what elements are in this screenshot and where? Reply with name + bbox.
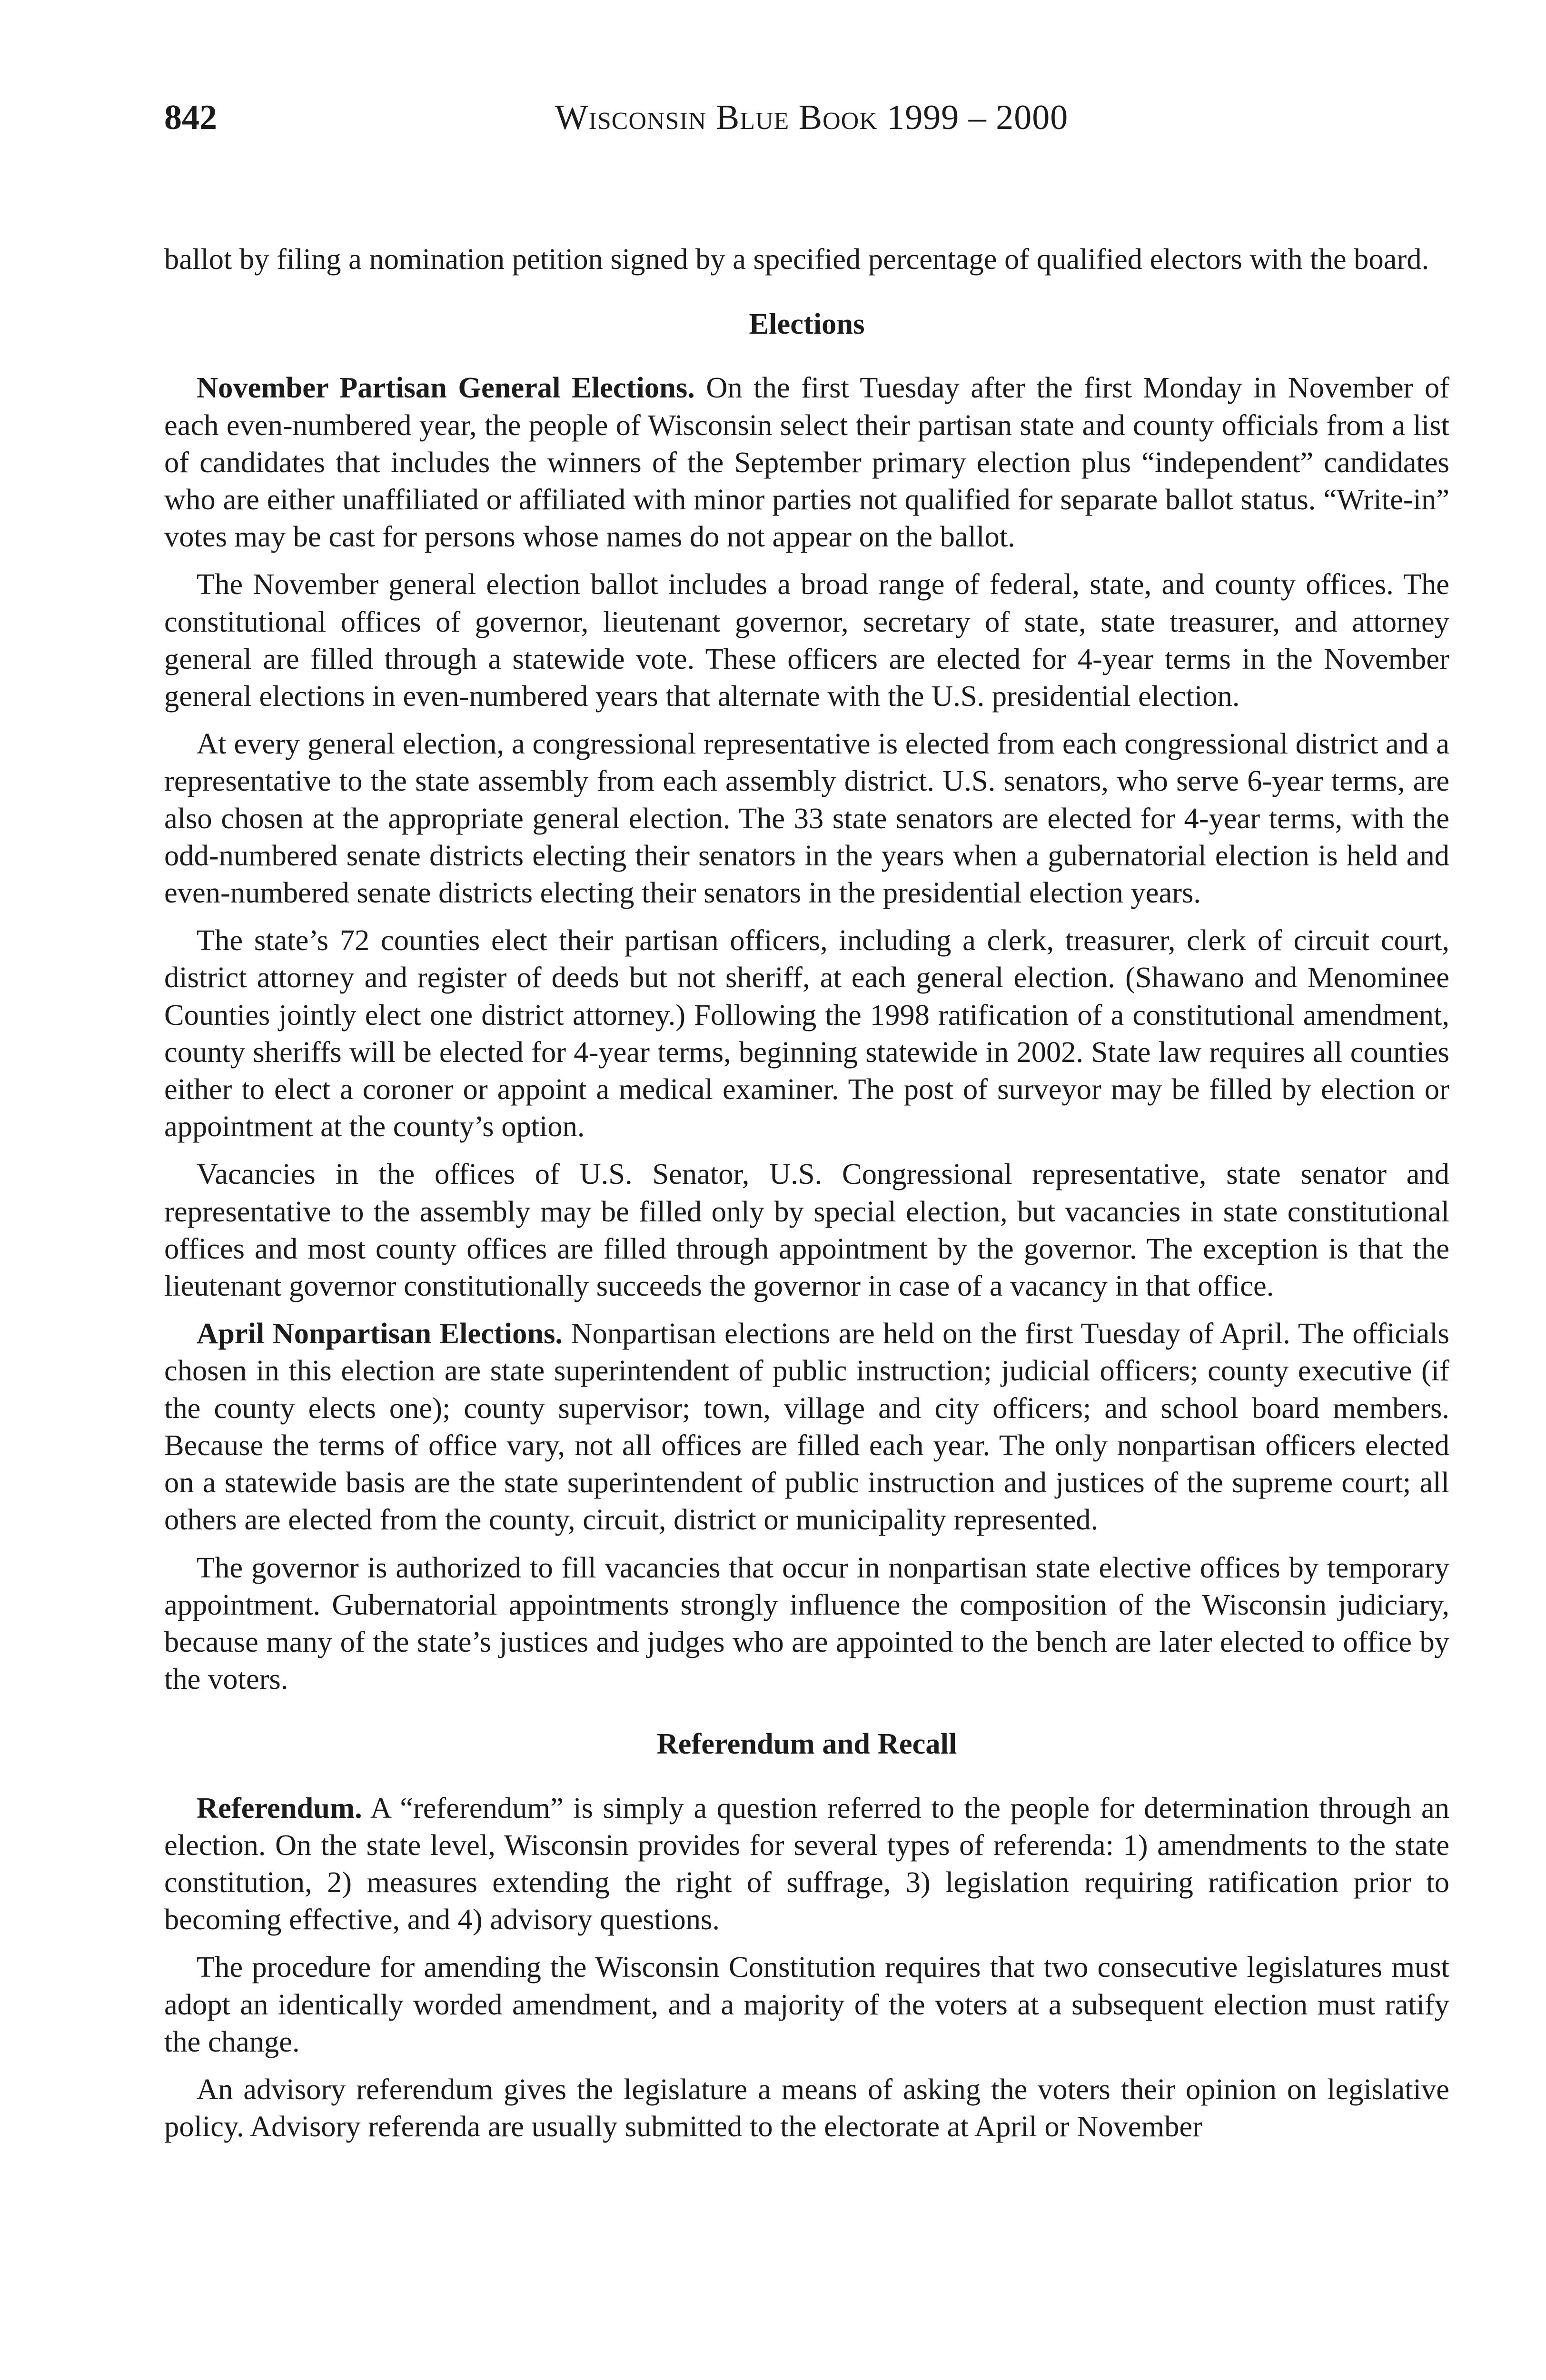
paragraph-november-elections xyxy=(164,369,1449,555)
paragraph-text: A “referendum” is simply a question referred to the people for determination through an election. On the state level, Wisconsin provides for several types of referenda: 1) amendments to the state constitution, 2) measures extending the right of suffrage, 3) legislation requiring ratification prior to becoming effective, and 4) advisory questions. xyxy=(164,1791,1449,1936)
paragraph: The procedure for amending the Wisconsin Constitution requires that two consecutive legislatures must adopt an identically worded amendment, and a majority of the voters at a subsequent election must ratify the change. xyxy=(164,1950,1449,2058)
section-heading-referendum-recall: Referendum and Recall xyxy=(656,1727,957,1761)
paragraph-referendum xyxy=(164,1789,1449,1938)
running-title: Wisconsin Blue Book 1999 – 2000 xyxy=(555,98,1069,137)
page-number: 842 xyxy=(164,98,217,137)
running-header xyxy=(164,98,1459,155)
paragraph: An advisory referendum gives the legislature a means of asking the voters their opinion on legislative policy. Advisory referenda are usually submitted to the electorate at April or November xyxy=(164,2072,1449,2143)
body-text xyxy=(164,240,1449,2155)
paragraph: The governor is authorized to fill vacancies that occur in nonpartisan state elective offices by temporary appointment. Gubernatorial appointments strongly influence the composition of the Wisconsin judiciary, because many of the state’s justices and judges who are appointed to the bench are later elected to office by the voters. xyxy=(164,1550,1449,1696)
paragraph: At every general election, a congressional representative is elected from each congressional district and a representative to the state assembly from each assembly district. U.S. senators, who serve 6-year terms, are also chosen at the appropriate general election. The 33 state senators are elected for 4-year terms, with the odd-numbered senate districts electing their senators in the years when a gubernatorial election is held and even-numbered senate districts electing their senators in the presidential election years. xyxy=(164,727,1449,910)
paragraph: The November general election ballot includes a broad range of federal, state, and county offices. The constitutional offices of governor, lieutenant governor, secretary of state, state treasurer, and attorney general are filled through a statewide vote. These officers are elected for 4-year terms in the November general elections in even-numbered years that alternate with the U.S. presidential election. xyxy=(164,567,1449,713)
run-in-heading: Referendum. xyxy=(197,1791,362,1825)
run-in-heading: November Partisan General Elections. xyxy=(197,371,695,405)
section-heading-elections: Elections xyxy=(749,307,865,341)
run-in-heading: April Nonpartisan Elections. xyxy=(197,1317,563,1350)
paragraph: Vacancies in the offices of U.S. Senator, U.S. Congressional representative, state senator and representative to the assembly may be filled only by special election, but vacancies in state constitutional offices and most county offices are filled through appointment by the governor. The exception is that the lieutenant governor constitutionally succeeds the governor in case of a vacancy in that office. xyxy=(164,1157,1449,1303)
paragraph: The state’s 72 counties elect their partisan officers, including a clerk, treasurer, clerk of circuit court, district attorney and register of deeds but not sheriff, at each general election. (Shawano and Menominee Counties jointly elect one district attorney.) Following the 1998 ratification of a constitutional amendment, county sheriffs will be elected for 4-year terms, beginning statewide in 2002. State law requires all counties either to elect a coroner or appoint a medical examiner. The post of surveyor may be filled by election or appointment at the county’s option. xyxy=(164,923,1449,1143)
paragraph-text: On the first Tuesday after the first Monday in November of each even-numbered year, the people of Wisconsin select their partisan state and county officials from a list of candidates that includes the winners of the September primary election plus “independent” candidates who are either unaffiliated or affiliated with minor parties not qualified for separate ballot status. “Write-in” votes may be cast for persons whose names do not appear on the ballot. xyxy=(164,371,1450,554)
paragraph-april-elections xyxy=(164,1315,1449,1538)
paragraph-text: Nonpartisan elections are held on the first Tuesday of April. The officials chosen in this election are state superintendent of public instruction; judicial officers; county executive (if the county elects one); county supervisor; town, village and city officers; and school board members. Because the terms of office vary, not all offices are filled each year. The only nonpartisan officers elected on a statewide basis are the state superintendent of public instruction and justices of the supreme court; all others are elected from the county, circuit, district or municipality represented. xyxy=(164,1317,1450,1537)
continuation-paragraph: ballot by filing a nomination petition signed by a specified percentage of qualified electors with the board. xyxy=(164,242,1429,276)
